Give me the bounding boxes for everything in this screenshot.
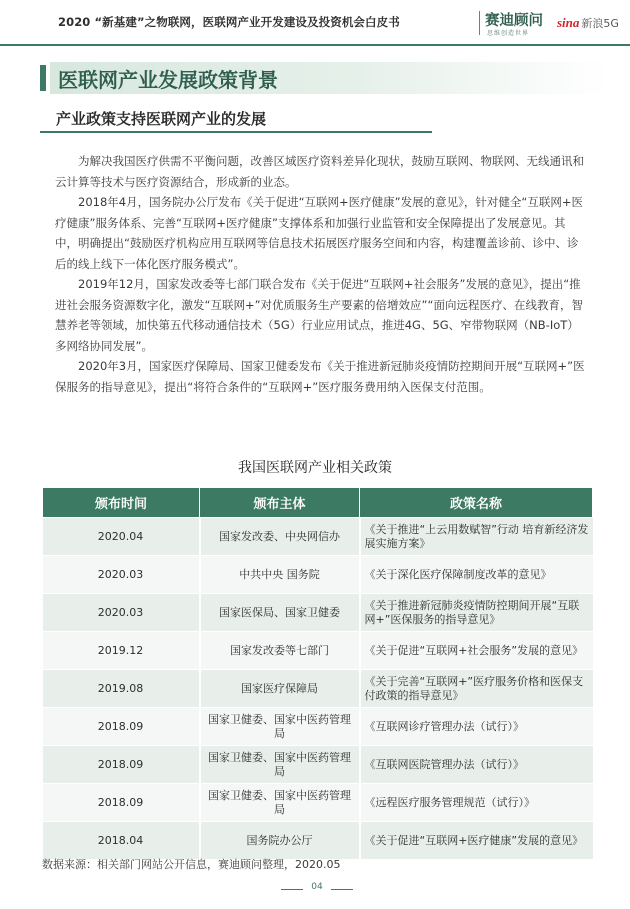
page-title-banner bbox=[40, 62, 610, 94]
paragraph: 2018年4月，国务院办公厅发布《关于促进“互联网+医疗健康”发展的意见》，针对健全“互联网+医疗健康”服务体系、完善“互联网+医疗健康”支撑体系和加强行业监管和安全保障提出了发展意见。其中，明确提出“鼓励医疗机构应用互联网等信息技术拓展医疗服务空间和内容，构建覆盖诊前、诊中、诊后的线上线下一体化医疗服务模式”。 bbox=[55, 195, 583, 271]
cell-date: 2020.04 bbox=[43, 518, 200, 556]
cell-policy-name: 《关于促进“互联网+社会服务”发展的意见》 bbox=[360, 632, 593, 670]
cell-issuer: 国家医保局、国家卫健委 bbox=[200, 594, 360, 632]
ccid-logo-slogan: 思维创造世界 bbox=[487, 30, 530, 37]
page-title: 医联网产业发展政策背景 bbox=[58, 68, 278, 92]
cell-policy-name: 《关于深化医疗保障制度改革的意见》 bbox=[360, 556, 593, 594]
cell-issuer: 中共中央 国务院 bbox=[200, 556, 360, 594]
section-title: 产业政策支持医联网产业的发展 bbox=[56, 110, 267, 128]
page-number: 04 bbox=[311, 882, 323, 892]
cell-date: 2018.09 bbox=[43, 708, 200, 746]
table-row bbox=[43, 746, 593, 784]
column-header-issuer: 颁布主体 bbox=[200, 488, 360, 518]
policy-table bbox=[42, 487, 593, 860]
table-row bbox=[43, 822, 593, 860]
column-header-policy-name: 政策名称 bbox=[360, 488, 593, 518]
ccid-logo-text: 赛迪顾问 bbox=[485, 12, 543, 29]
paragraph: 2020年3月，国家医疗保障局、国家卫健委发布《关于推进新冠肺炎疫情防控期间开展“互联网+”医保服务的指导意见》，提出“将符合条件的“互联网+”医疗服务费用纳入医保支付范围。 bbox=[55, 359, 585, 394]
cell-date: 2019.08 bbox=[43, 670, 200, 708]
document-title: 2020 “新基建”之物联网，医联网产业开发建设及投资机会白皮书 bbox=[58, 15, 400, 29]
page-header bbox=[0, 0, 630, 44]
table-row bbox=[43, 708, 593, 746]
sina-5g-logo bbox=[557, 12, 627, 32]
cell-date: 2020.03 bbox=[43, 556, 200, 594]
body-text bbox=[55, 151, 585, 397]
cell-date: 2018.09 bbox=[43, 746, 200, 784]
sina-5g-label: 新浪5G bbox=[581, 17, 619, 30]
paragraph: 为解决我国医疗供需不平衡问题，改善区域医疗资料差异化现状，鼓励互联网、物联网、无线通讯和云计算等技术与医疗资源结合，形成新的业态。 bbox=[55, 154, 584, 189]
cell-issuer: 国家医疗保障局 bbox=[200, 670, 360, 708]
table-row bbox=[43, 632, 593, 670]
sina-logo-text: sina bbox=[557, 15, 580, 30]
title-accent-bar bbox=[40, 65, 46, 91]
column-header-date: 颁布时间 bbox=[43, 488, 200, 518]
table-header-row bbox=[43, 488, 593, 518]
cell-policy-name: 《关于促进“互联网+医疗健康”发展的意见》 bbox=[360, 822, 593, 860]
cell-date: 2020.03 bbox=[43, 594, 200, 632]
cell-issuer: 国家卫健委、国家中医药管理局 bbox=[200, 746, 360, 784]
cell-date: 2019.12 bbox=[43, 632, 200, 670]
footer-rule-left bbox=[281, 889, 303, 890]
table-row bbox=[43, 670, 593, 708]
cell-issuer: 国家发改委等七部门 bbox=[200, 632, 360, 670]
cell-policy-name: 《关于推进新冠肺炎疫情防控期间开展“互联网+”医保服务的指导意见》 bbox=[360, 594, 593, 632]
cell-issuer: 国家卫健委、国家中医药管理局 bbox=[200, 708, 360, 746]
table-row bbox=[43, 518, 593, 556]
header-rule bbox=[0, 44, 630, 46]
footer-rule-right bbox=[331, 889, 353, 890]
cell-issuer: 国家发改委、中央网信办 bbox=[200, 518, 360, 556]
page-footer bbox=[0, 880, 630, 900]
data-source-note: 数据来源：相关部门网站公开信息，赛迪顾问整理，2020.05 bbox=[42, 858, 341, 871]
table-row bbox=[43, 784, 593, 822]
paragraph: 2019年12月，国家发改委等七部门联合发布《关于促进“互联网+社会服务”发展的意见》，提出“推进社会服务资源数字化，激发“互联网+”对优质服务生产要素的倍增效应”“面向远程医疗、在线教育，智慧养老等领域，加快第五代移动通信技术（5G）行业应用试点，推进4G、5G、窄带物联网（NB-IoT）多网络协同发展”。 bbox=[55, 277, 583, 353]
section-underline bbox=[40, 131, 432, 133]
cell-policy-name: 《远程医疗服务管理规范（试行）》 bbox=[360, 784, 593, 822]
cell-policy-name: 《互联网诊疗管理办法（试行）》 bbox=[360, 708, 593, 746]
table-row bbox=[43, 556, 593, 594]
cell-policy-name: 《互联网医院管理办法（试行）》 bbox=[360, 746, 593, 784]
table-row bbox=[43, 594, 593, 632]
table-title: 我国医联网产业相关政策 bbox=[238, 460, 392, 476]
cell-date: 2018.09 bbox=[43, 784, 200, 822]
header-divider bbox=[479, 11, 480, 35]
cell-date: 2018.04 bbox=[43, 822, 200, 860]
cell-issuer: 国家卫健委、国家中医药管理局 bbox=[200, 784, 360, 822]
cell-policy-name: 《关于推进“上云用数赋智”行动 培育新经济发展实施方案》 bbox=[360, 518, 593, 556]
cell-policy-name: 《关于完善“互联网+”医疗服务价格和医保支付政策的指导意见》 bbox=[360, 670, 593, 708]
cell-issuer: 国务院办公厅 bbox=[200, 822, 360, 860]
ccid-logo bbox=[485, 9, 553, 37]
